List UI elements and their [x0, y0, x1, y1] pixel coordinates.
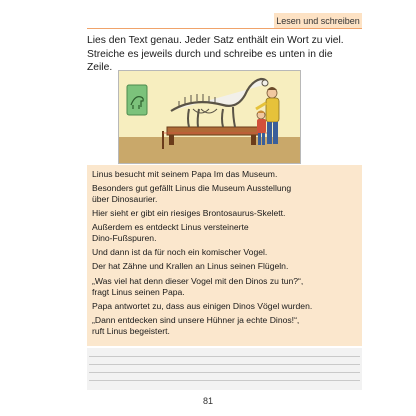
- sentence-9: [92, 315, 360, 337]
- museum-illustration-drawing: [119, 71, 300, 163]
- page-number: 81: [202, 396, 213, 406]
- sentence-line: Dino-Fußspuren.: [92, 232, 157, 243]
- sentence-line: Hier sieht er gibt ein riesiges Brontosaurus-Skelett.: [92, 208, 286, 218]
- sentence-5: [92, 247, 360, 258]
- sentence-line: Und dann ist da für noch ein komischer Vogel.: [92, 247, 268, 257]
- sentence-3: [92, 208, 360, 219]
- sentence-line: Außerdem es entdeckt Linus versteinerte: [92, 222, 249, 232]
- museum-illustration: [118, 70, 301, 164]
- museum-floor: [119, 137, 300, 163]
- answer-lines[interactable]: [87, 348, 362, 390]
- instruction-line-1: Lies den Text genau. Jeder Satz enthält ein Wort zu viel.: [87, 35, 344, 46]
- task-instructions: [87, 34, 355, 75]
- sentence-4: [92, 222, 360, 244]
- exhibit-sign: [127, 85, 147, 115]
- sentence-line: ruft Linus begeistert.: [92, 325, 170, 336]
- sentence-line: fragt Linus seinen Papa.: [92, 286, 185, 297]
- section-title: Lesen und schreiben: [274, 13, 362, 29]
- exhibit-platform: [167, 127, 259, 135]
- sentence-line: Linus besucht mit seinem Papa Im das Museum.: [92, 169, 278, 179]
- sentence-8: [92, 301, 360, 312]
- sentence-1: [92, 169, 360, 180]
- sentence-6: [92, 261, 360, 272]
- sentence-line: „Was viel hat denn dieser Vogel mit den Dinos zu tun?“,: [92, 276, 304, 286]
- header-divider: [87, 28, 362, 29]
- sentence-7: [92, 276, 360, 298]
- writing-line[interactable]: [89, 372, 360, 373]
- sentence-line: Besonders gut gefällt Linus die Museum Ausstellung: [92, 183, 292, 193]
- writing-line[interactable]: [89, 380, 360, 381]
- writing-line[interactable]: [89, 356, 360, 357]
- sentence-2: [92, 183, 360, 205]
- sentence-line: über Dinosaurier.: [92, 193, 158, 204]
- instruction-line-2: Streiche es jeweils durch und schreibe es unten in die Zeile.: [87, 48, 333, 73]
- writing-line[interactable]: [89, 364, 360, 365]
- sentence-line: „Dann entdecken sind unsere Hühner ja echte Dinos!“,: [92, 315, 300, 325]
- sentence-line: Papa antwortet zu, dass aus einigen Dinos Vögel wurden.: [92, 301, 313, 311]
- sentence-line: Der hat Zähne und Krallen an Linus seinen Flügeln.: [92, 261, 289, 271]
